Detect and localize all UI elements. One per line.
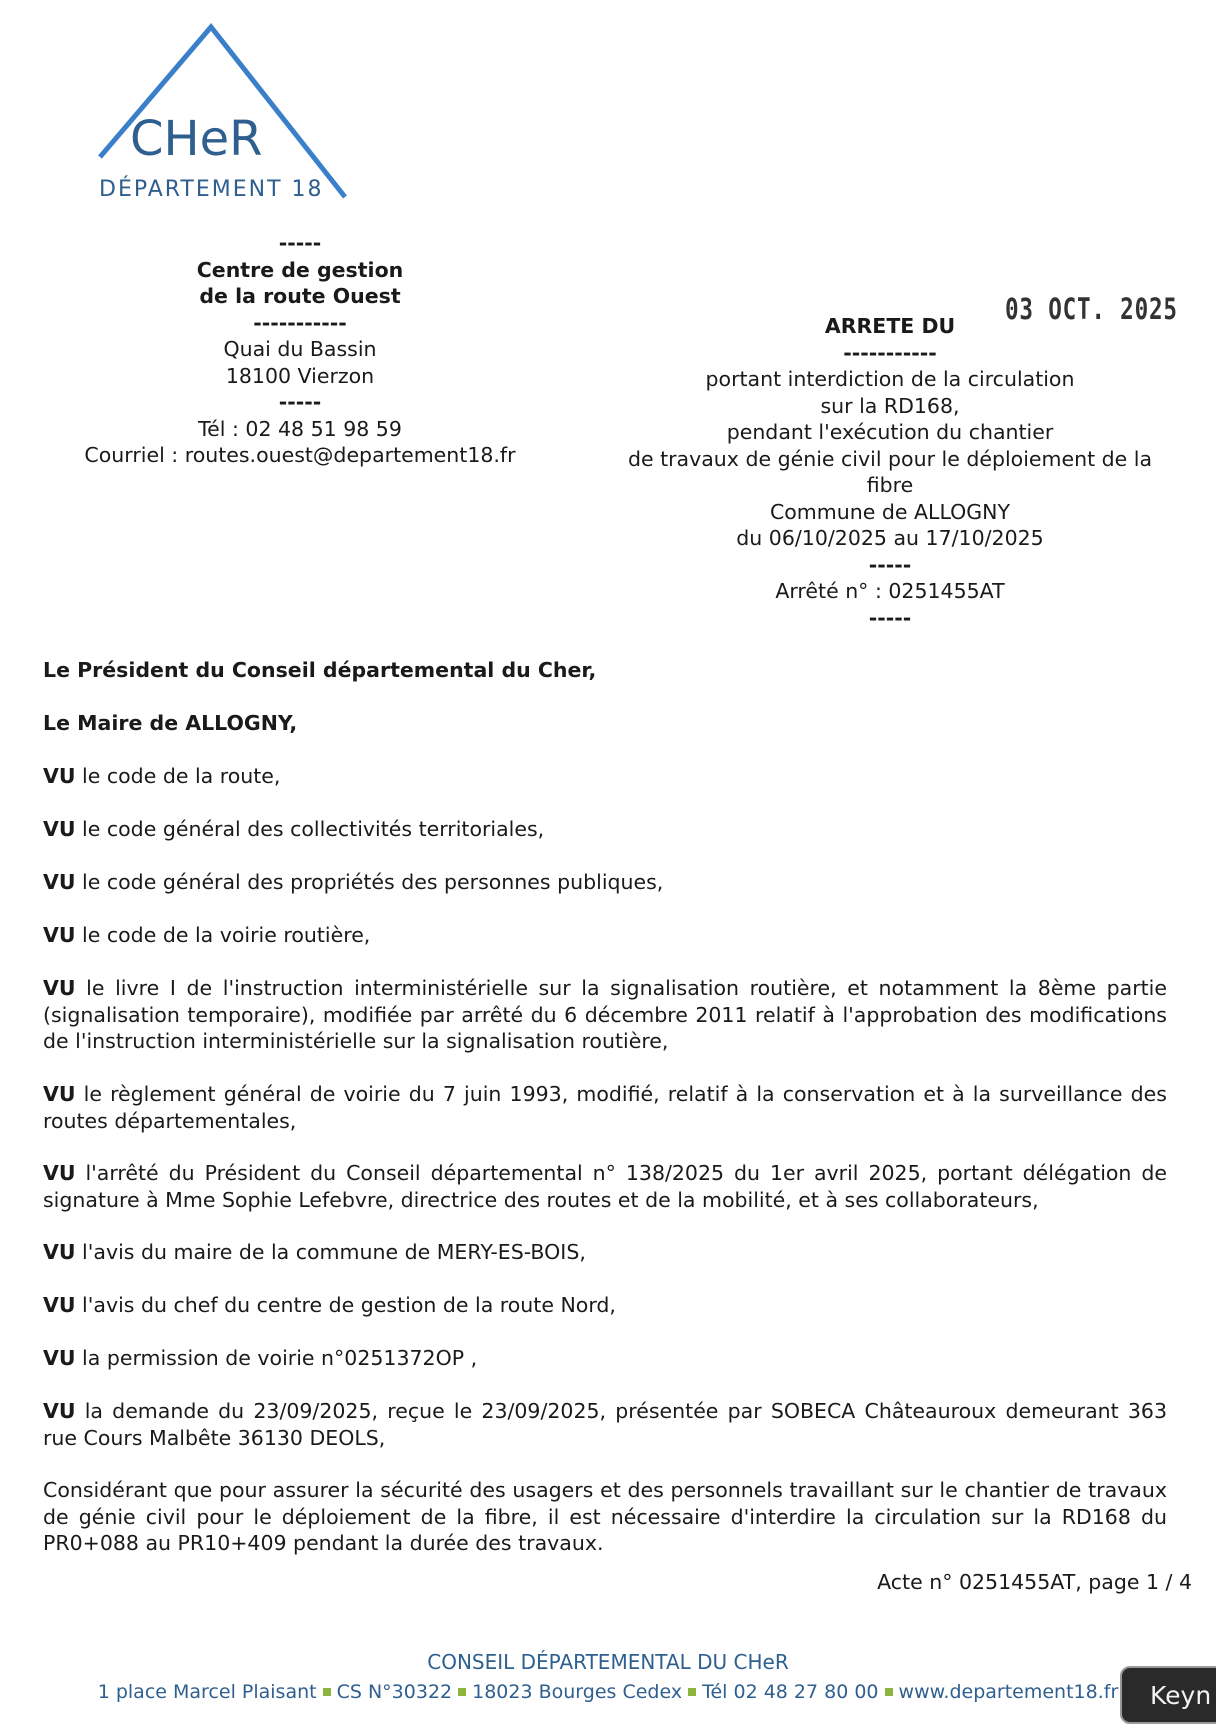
cher-department-logo xyxy=(95,22,385,202)
vu-label: VU xyxy=(43,870,76,894)
decree-line: de travaux de génie civil pour le déploiement de la xyxy=(627,446,1153,471)
vu-text: le code général des collectivités territoriales, xyxy=(82,817,545,841)
vu-label: VU xyxy=(43,1161,76,1185)
sender-email: Courriel : routes.ouest@departement18.fr xyxy=(84,443,516,467)
footer-contact xyxy=(0,1681,1216,1703)
logo-name: CHeR xyxy=(130,111,263,167)
vu-item xyxy=(43,1398,1167,1451)
maire-line: Le Maire de ALLOGNY, xyxy=(43,711,298,735)
vu-text: le code de la voirie routière, xyxy=(82,923,371,947)
decree-line: du 06/10/2025 au 17/10/2025 xyxy=(736,526,1044,550)
sender-title-line1: Centre de gestion xyxy=(196,257,404,282)
vu-label: VU xyxy=(43,976,76,1000)
bullet-square-icon xyxy=(323,1688,331,1696)
decree-line: pendant l'exécution du chantier xyxy=(726,420,1054,444)
separator: ----- xyxy=(278,390,322,414)
sender-address-line1: Quai du Bassin xyxy=(223,337,377,361)
vu-label: VU xyxy=(43,764,76,788)
keynote-app-button[interactable]: Keyn xyxy=(1120,1666,1216,1724)
vu-text: le code de la route, xyxy=(82,764,281,788)
decree-line: Commune de ALLOGNY xyxy=(769,499,1011,524)
separator: ----- xyxy=(278,231,322,255)
vu-item xyxy=(43,1160,1167,1213)
footer-title: CONSEIL DÉPARTEMENTAL DU CHeR xyxy=(427,1650,789,1674)
separator: ----- xyxy=(868,605,912,630)
sender-address-line2: 18100 Vierzon xyxy=(225,363,375,388)
vu-label: VU xyxy=(43,1082,76,1106)
sender-phone: Tél : 02 48 51 98 59 xyxy=(198,416,402,441)
bullet-square-icon xyxy=(458,1688,466,1696)
roof-logo-icon xyxy=(95,22,385,202)
vu-item xyxy=(43,763,1167,790)
considerant-paragraph: Considérant que pour assurer la sécurité des usagers et des personnels travaillant sur le chantier de travaux de génie civil pour le déploiement de la fibre, il est nécessaire d'interdire la circulation sur la RD168 du PR0+088 au PR10+409 pendant la durée des travaux. xyxy=(43,1478,1167,1555)
vu-item xyxy=(43,1345,1167,1372)
page-reference: Acte n° 0251455AT, page 1 / 4 xyxy=(877,1570,1192,1594)
vu-label: VU xyxy=(43,1293,76,1317)
vu-item xyxy=(43,922,1167,949)
date-stamp: 03 OCT. 2025 xyxy=(1005,292,1178,326)
vu-item xyxy=(43,1239,1167,1266)
footer-website[interactable]: www.departement18.fr xyxy=(898,1681,1119,1703)
vu-label: VU xyxy=(43,923,76,947)
decree-number: Arrêté n° : 0251455AT xyxy=(775,579,1005,603)
separator: ----- xyxy=(868,552,912,577)
vu-text: l'avis du maire de la commune de MERY-ES-BOIS, xyxy=(82,1240,586,1264)
vu-text: la permission de voirie n°0251372OP , xyxy=(82,1346,478,1370)
bullet-square-icon xyxy=(885,1688,893,1696)
footer-phone: Tél 02 48 27 80 00 xyxy=(702,1681,879,1703)
vu-label: VU xyxy=(43,1240,76,1264)
separator: ----------- xyxy=(253,310,347,335)
vu-label: VU xyxy=(43,1346,76,1370)
vu-item xyxy=(43,1292,1167,1319)
vu-item xyxy=(43,1081,1167,1134)
vu-label: VU xyxy=(43,1399,76,1423)
vu-text: le livre I de l'instruction interministérielle sur la signalisation routière, et notamment la 8ème partie (signalisation temporaire), modifiée par arrêté du 6 décembre 2011 relatif à l'approbation des modifications de l'instruction interministérielle sur la signalisation routière, xyxy=(43,976,1167,1053)
separator: ----------- xyxy=(843,340,937,365)
vu-text: la demande du 23/09/2025, reçue le 23/09/2025, présentée par SOBECA Châteauroux demeurant 363 rue Cours Malbête 36130 DEOLS, xyxy=(43,1399,1167,1450)
logo-subtitle: DÉPARTEMENT 18 xyxy=(99,177,324,202)
vu-item xyxy=(43,975,1167,1055)
vu-label: VU xyxy=(43,817,76,841)
vu-text: l'arrêté du Président du Conseil départemental n° 138/2025 du 1er avril 2025, portant délégation de signature à Mme Sophie Lefebvre, directrice des routes et de la mobilité, et à ses collaborateurs, xyxy=(43,1161,1167,1212)
decree-heading: ARRETE DU xyxy=(824,314,956,338)
vu-text: le règlement général de voirie du 7 juin 1993, modifié, relatif à la conservation et à la surveillance des routes départementales, xyxy=(43,1082,1167,1133)
sender-block xyxy=(60,230,540,469)
vu-text: le code général des propriétés des personnes publiques, xyxy=(82,870,664,894)
decree-line: portant interdiction de la circulation xyxy=(705,367,1075,391)
decree-block xyxy=(600,313,1180,631)
vu-item xyxy=(43,869,1167,896)
decree-line: sur la RD168, xyxy=(820,393,960,418)
footer-address: 1 place Marcel Plaisant xyxy=(97,1681,317,1703)
footer-city: 18023 Bourges Cedex xyxy=(472,1681,683,1703)
vu-item xyxy=(43,816,1167,843)
bullet-square-icon xyxy=(688,1688,696,1696)
president-line: Le Président du Conseil départemental du Cher, xyxy=(43,658,597,682)
decree-line: fibre xyxy=(866,473,914,497)
vu-text: l'avis du chef du centre de gestion de la route Nord, xyxy=(82,1293,616,1317)
footer-cs: CS N°30322 xyxy=(336,1681,453,1703)
sender-title-line2: de la route Ouest xyxy=(199,284,401,308)
